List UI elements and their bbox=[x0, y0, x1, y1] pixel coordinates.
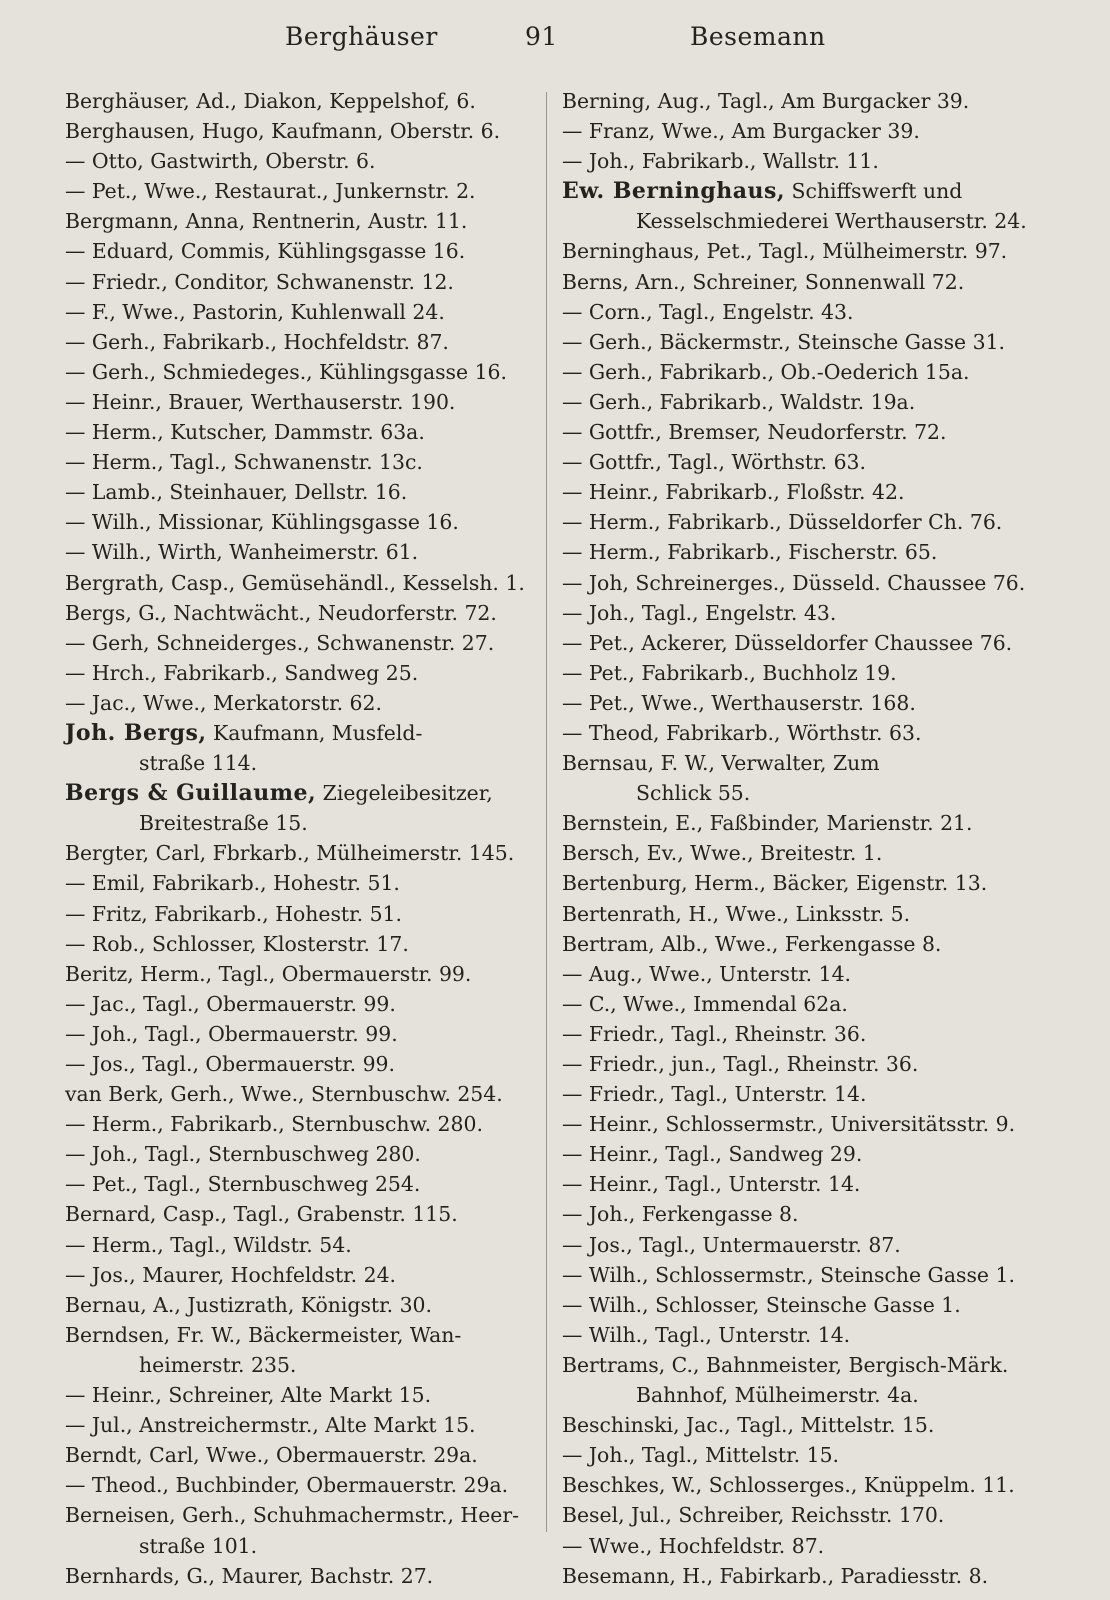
entry-text: Bersch, Ev., Wwe., Breitestr. 1. bbox=[562, 841, 883, 866]
entry-text: — Gerh., Fabrikarb., Ob.-Oederich 15a. bbox=[562, 359, 970, 384]
directory-entry bbox=[65, 417, 535, 447]
entry-text: — Corn., Tagl., Engelstr. 43. bbox=[562, 299, 854, 324]
directory-entry bbox=[562, 417, 1032, 447]
directory-entry bbox=[562, 477, 1032, 507]
entry-text: — Jac., Wwe., Merkatorstr. 62. bbox=[65, 690, 382, 715]
directory-entry bbox=[562, 267, 1032, 297]
directory-entry bbox=[65, 1260, 535, 1290]
entry-text: — Aug., Wwe., Unterstr. 14. bbox=[562, 961, 852, 986]
entry-text: — Joh., Fabrikarb., Wallstr. 11. bbox=[562, 149, 879, 174]
entry-text: — Joh., Tagl., Sternbuschweg 280. bbox=[65, 1142, 421, 1167]
entry-text: Bernstein, E., Faßbinder, Marienstr. 21. bbox=[562, 811, 973, 836]
entry-text: — Friedr., Tagl., Rheinstr. 36. bbox=[562, 1021, 867, 1046]
entry-text: — Franz, Wwe., Am Burgacker 39. bbox=[562, 119, 920, 144]
entry-text: — Wwe., Hochfeldstr. 87. bbox=[562, 1533, 825, 1558]
entry-continuation: Bahnhof, Mülheimerstr. 4a. bbox=[636, 1383, 919, 1408]
entry-text: — Joh., Tagl., Engelstr. 43. bbox=[562, 600, 837, 625]
directory-entry bbox=[65, 1440, 535, 1470]
directory-entry bbox=[65, 838, 535, 868]
page-header bbox=[60, 22, 1050, 62]
directory-entry bbox=[65, 297, 535, 327]
entry-text: — Theod, Fabrikarb., Wörthstr. 63. bbox=[562, 720, 922, 745]
entry-text: Bertenburg, Herm., Bäcker, Eigenstr. 13. bbox=[562, 871, 988, 896]
directory-entry bbox=[562, 1290, 1032, 1320]
entry-text: — Emil, Fabrikarb., Hohestr. 51. bbox=[65, 871, 400, 896]
directory-entry bbox=[65, 507, 535, 537]
directory-entry bbox=[562, 507, 1032, 537]
entry-text: — Theod., Buchbinder, Obermauerstr. 29a. bbox=[65, 1473, 509, 1498]
entry-text: — Wilh., Wirth, Wanheimerstr. 61. bbox=[65, 540, 419, 565]
entry-text: — Wilh., Schlosser, Steinsche Gasse 1. bbox=[562, 1292, 961, 1317]
directory-entry bbox=[562, 628, 1032, 658]
directory-entry bbox=[65, 176, 535, 206]
directory-entry bbox=[562, 327, 1032, 357]
entry-text: — Heinr., Schreiner, Alte Markt 15. bbox=[65, 1383, 432, 1408]
directory-entry bbox=[65, 899, 535, 929]
entry-text: — Pet., Wwe., Werthauserstr. 168. bbox=[562, 690, 916, 715]
entry-continuation: Schlick 55. bbox=[636, 781, 751, 806]
directory-entry bbox=[562, 568, 1032, 598]
entry-text: — Heinr., Tagl., Sandweg 29. bbox=[562, 1142, 863, 1167]
directory-entry bbox=[65, 1290, 535, 1320]
entry-text: — Wilh., Tagl., Unterstr. 14. bbox=[562, 1322, 851, 1347]
directory-entry bbox=[562, 989, 1032, 1019]
entry-text: — Friedr., Conditor, Schwanenstr. 12. bbox=[65, 269, 454, 294]
directory-entry bbox=[65, 1470, 535, 1500]
entry-text: — Pet., Ackerer, Düsseldorfer Chaussee 76. bbox=[562, 630, 1013, 655]
entry-text: — Friedr., Tagl., Unterstr. 14. bbox=[562, 1082, 867, 1107]
directory-entry bbox=[562, 176, 1032, 236]
entry-text: Berghausen, Hugo, Kaufmann, Oberstr. 6. bbox=[65, 119, 501, 144]
directory-entry bbox=[65, 447, 535, 477]
entry-text: Berndt, Carl, Wwe., Obermauerstr. 29a. bbox=[65, 1443, 478, 1468]
directory-entry bbox=[562, 1470, 1032, 1500]
entry-text: Bernard, Casp., Tagl., Grabenstr. 115. bbox=[65, 1202, 458, 1227]
entry-text: Beschkes, W., Schlosserges., Knüppelm. 11. bbox=[562, 1473, 1015, 1498]
entry-text: Schiffswerft und bbox=[785, 179, 963, 204]
directory-entry bbox=[562, 1230, 1032, 1260]
entry-text: — Fritz, Fabrikarb., Hohestr. 51. bbox=[65, 901, 403, 926]
entry-text: — Pet., Wwe., Restaurat., Junkernstr. 2. bbox=[65, 179, 476, 204]
entry-continuation: heimerstr. 235. bbox=[139, 1352, 297, 1377]
entry-text: — Pet., Fabrikarb., Buchholz 19. bbox=[562, 660, 897, 685]
page-number: 91 bbox=[525, 22, 558, 51]
entry-text: Bergmann, Anna, Rentnerin, Austr. 11. bbox=[65, 209, 468, 234]
entry-text: — Rob., Schlosser, Klosterstr. 17. bbox=[65, 931, 409, 956]
entry-text: Berndsen, Fr. W., Bäckermeister, Wan- bbox=[65, 1322, 462, 1347]
entry-text: Berneisen, Gerh., Schuhmachermstr., Heer- bbox=[65, 1503, 519, 1528]
entry-text: Bertrams, C., Bahnmeister, Bergisch-Märk. bbox=[562, 1352, 1009, 1377]
entry-text: — C., Wwe., Immendal 62a. bbox=[562, 991, 848, 1016]
directory-entry bbox=[562, 718, 1032, 748]
directory-entry bbox=[562, 86, 1032, 116]
entry-text: — Jos., Tagl., Untermauerstr. 87. bbox=[562, 1232, 901, 1257]
entry-text: Berning, Aug., Tagl., Am Burgacker 39. bbox=[562, 89, 970, 113]
entry-text: — Jul., Anstreichermstr., Alte Markt 15. bbox=[65, 1413, 476, 1438]
entry-text: — Herm., Tagl., Schwanenstr. 13c. bbox=[65, 450, 423, 475]
directory-entry bbox=[65, 868, 535, 898]
entry-text: Bernau, A., Justizrath, Königstr. 30. bbox=[65, 1292, 433, 1317]
entry-continuation: Breitestraße 15. bbox=[139, 811, 308, 836]
directory-entry bbox=[562, 1139, 1032, 1169]
directory-entry bbox=[65, 357, 535, 387]
directory-entry bbox=[562, 899, 1032, 929]
entry-text: — Heinr., Schlossermstr., Universitätsstr. 9. bbox=[562, 1112, 1016, 1137]
left-column bbox=[65, 86, 535, 1591]
directory-entry bbox=[65, 1109, 535, 1139]
directory-entry bbox=[562, 1410, 1032, 1440]
directory-entry bbox=[562, 1500, 1032, 1530]
directory-entry bbox=[65, 598, 535, 628]
header-left-keyword: Berghäuser bbox=[285, 22, 438, 51]
entry-text: — Herm., Tagl., Wildstr. 54. bbox=[65, 1232, 352, 1257]
entry-text: Bertram, Alb., Wwe., Ferkengasse 8. bbox=[562, 931, 942, 956]
entry-text: Bergrath, Casp., Gemüsehändl., Kesselsh. 1. bbox=[65, 570, 525, 595]
entry-text: Beschinski, Jac., Tagl., Mittelstr. 15. bbox=[562, 1413, 935, 1438]
directory-entry bbox=[65, 1561, 535, 1591]
entry-name-bold: Joh. Bergs, bbox=[65, 719, 207, 746]
entry-text: — Wilh., Schlossermstr., Steinsche Gasse 1. bbox=[562, 1262, 1015, 1287]
entry-text: — Pet., Tagl., Sternbuschweg 254. bbox=[65, 1172, 421, 1197]
directory-entry bbox=[65, 628, 535, 658]
directory-entry bbox=[65, 1410, 535, 1440]
directory-entry bbox=[562, 537, 1032, 567]
directory-entry bbox=[65, 658, 535, 688]
directory-entry bbox=[562, 387, 1032, 417]
directory-entry bbox=[562, 1199, 1032, 1229]
directory-entry bbox=[562, 1079, 1032, 1109]
directory-entry bbox=[65, 1019, 535, 1049]
directory-entry bbox=[65, 1079, 535, 1109]
entry-text: — Eduard, Commis, Kühlingsgasse 16. bbox=[65, 239, 466, 264]
directory-entry bbox=[65, 1380, 535, 1410]
directory-entry bbox=[65, 568, 535, 598]
entry-text: Kaufmann, Musfeld- bbox=[206, 720, 423, 745]
directory-entry bbox=[562, 1109, 1032, 1139]
entry-text: Besemann, H., Fabirkarb., Paradiesstr. 8. bbox=[562, 1563, 989, 1588]
entry-name-bold: Ew. Berninghaus, bbox=[562, 178, 786, 205]
directory-entry bbox=[562, 236, 1032, 266]
entry-text: — Heinr., Tagl., Unterstr. 14. bbox=[562, 1172, 861, 1197]
entry-continuation: Kesselschmiederei Werthauserstr. 24. bbox=[636, 209, 1027, 234]
directory-entry bbox=[562, 116, 1032, 146]
entry-text: Besel, Jul., Schreiber, Reichsstr. 170. bbox=[562, 1503, 945, 1528]
directory-entry bbox=[562, 1531, 1032, 1561]
directory-entry bbox=[562, 748, 1032, 808]
directory-entry bbox=[562, 297, 1032, 327]
directory-entry bbox=[562, 598, 1032, 628]
directory-entry bbox=[562, 146, 1032, 176]
directory-entry bbox=[562, 1169, 1032, 1199]
entry-text: — Gerh., Fabrikarb., Waldstr. 19a. bbox=[562, 389, 916, 414]
entry-text: — Heinr., Fabrikarb., Floßstr. 42. bbox=[562, 480, 905, 505]
entry-text: — Heinr., Brauer, Werthauserstr. 190. bbox=[65, 389, 456, 414]
directory-entry bbox=[562, 1561, 1032, 1591]
directory-entry bbox=[562, 688, 1032, 718]
directory-entry bbox=[562, 838, 1032, 868]
directory-entry bbox=[562, 357, 1032, 387]
entry-text: Berninghaus, Pet., Tagl., Mülheimerstr. 97. bbox=[562, 239, 1008, 264]
directory-entry bbox=[65, 86, 535, 116]
directory-entry bbox=[65, 146, 535, 176]
directory-entry bbox=[65, 959, 535, 989]
directory-entry bbox=[562, 1350, 1032, 1410]
entry-continuation: straße 101. bbox=[139, 1533, 258, 1558]
entry-text: Ziegeleibesitzer, bbox=[316, 781, 493, 806]
entry-text: — Herm., Fabrikarb., Sternbuschw. 280. bbox=[65, 1112, 483, 1137]
directory-entry bbox=[65, 236, 535, 266]
entry-text: — Joh, Schreinerges., Düsseld. Chaussee 76. bbox=[562, 570, 1026, 595]
entry-text: — Herm., Kutscher, Dammstr. 63a. bbox=[65, 420, 425, 445]
directory-entry bbox=[65, 206, 535, 236]
entry-text: — Otto, Gastwirth, Oberstr. 6. bbox=[65, 149, 376, 174]
directory-entry bbox=[562, 808, 1032, 838]
directory-entry bbox=[562, 868, 1032, 898]
header-right-keyword: Besemann bbox=[690, 22, 826, 51]
entry-text: Beritz, Herm., Tagl., Obermauerstr. 99. bbox=[65, 961, 472, 986]
entry-text: — Jos., Tagl., Obermauerstr. 99. bbox=[65, 1052, 396, 1076]
entry-text: Bergter, Carl, Fbrkarb., Mülheimerstr. 145. bbox=[65, 841, 515, 866]
directory-entry bbox=[65, 718, 535, 778]
directory-entry bbox=[65, 1169, 535, 1199]
directory-entry bbox=[65, 537, 535, 567]
entry-text: van Berk, Gerh., Wwe., Sternbuschw. 254. bbox=[65, 1082, 503, 1107]
directory-entry bbox=[65, 688, 535, 718]
directory-entry bbox=[65, 989, 535, 1019]
entry-text: Bertenrath, H., Wwe., Linksstr. 5. bbox=[562, 901, 911, 926]
directory-entry bbox=[562, 1049, 1032, 1079]
entry-text: — Friedr., jun., Tagl., Rheinstr. 36. bbox=[562, 1052, 919, 1076]
entry-text: — Joh., Tagl., Mittelstr. 15. bbox=[562, 1443, 840, 1468]
entry-text: Berns, Arn., Schreiner, Sonnenwall 72. bbox=[562, 269, 965, 294]
directory-entry bbox=[65, 267, 535, 297]
directory-entry bbox=[65, 778, 535, 838]
entry-text: — F., Wwe., Pastorin, Kuhlenwall 24. bbox=[65, 299, 445, 324]
directory-entry bbox=[65, 116, 535, 146]
entry-name-bold: Bergs & Guillaume, bbox=[65, 780, 317, 807]
entry-continuation: straße 114. bbox=[139, 751, 258, 776]
directory-entry bbox=[65, 327, 535, 357]
directory-entry bbox=[562, 447, 1032, 477]
directory-entry bbox=[562, 959, 1032, 989]
entry-text: — Hrch., Fabrikarb., Sandweg 25. bbox=[65, 660, 419, 685]
directory-entry bbox=[65, 929, 535, 959]
entry-text: Bernhards, G., Maurer, Bachstr. 27. bbox=[65, 1563, 434, 1588]
entry-text: — Jos., Maurer, Hochfeldstr. 24. bbox=[65, 1262, 397, 1287]
entry-text: — Gerh, Schneiderges., Schwanenstr. 27. bbox=[65, 630, 495, 655]
directory-entry bbox=[562, 1440, 1032, 1470]
directory-entry bbox=[65, 1199, 535, 1229]
entry-text: — Wilh., Missionar, Kühlingsgasse 16. bbox=[65, 510, 459, 535]
entry-text: — Gerh., Bäckermstr., Steinsche Gasse 31. bbox=[562, 329, 1006, 354]
directory-entry bbox=[65, 1139, 535, 1169]
directory-entry bbox=[562, 658, 1032, 688]
entry-text: — Jac., Tagl., Obermauerstr. 99. bbox=[65, 991, 396, 1016]
column-divider bbox=[546, 92, 547, 1532]
entry-text: — Gottfr., Bremser, Neudorferstr. 72. bbox=[562, 420, 947, 445]
directory-entry bbox=[562, 1260, 1032, 1290]
entry-text: — Gottfr., Tagl., Wörthstr. 63. bbox=[562, 450, 866, 475]
entry-text: — Gerh., Fabrikarb., Hochfeldstr. 87. bbox=[65, 329, 449, 354]
entry-text: — Gerh., Schmiedeges., Kühlingsgasse 16. bbox=[65, 359, 508, 384]
directory-entry bbox=[562, 1320, 1032, 1350]
entry-text: — Herm., Fabrikarb., Fischerstr. 65. bbox=[562, 540, 938, 565]
directory-entry bbox=[65, 1500, 535, 1560]
directory-entry bbox=[65, 1320, 535, 1380]
directory-entry bbox=[65, 477, 535, 507]
directory-entry bbox=[562, 1019, 1032, 1049]
entry-text: Bergs, G., Nachtwächt., Neudorferstr. 72. bbox=[65, 600, 497, 625]
entry-text: Bernsau, F. W., Verwalter, Zum bbox=[562, 751, 880, 776]
right-column bbox=[562, 86, 1032, 1591]
directory-entry bbox=[562, 929, 1032, 959]
entry-text: — Herm., Fabrikarb., Düsseldorfer Ch. 76. bbox=[562, 510, 1003, 535]
entry-text: Berghäuser, Ad., Diakon, Keppelshof, 6. bbox=[65, 89, 476, 113]
entry-text: — Joh., Ferkengasse 8. bbox=[562, 1202, 799, 1227]
directory-entry bbox=[65, 387, 535, 417]
entry-text: — Joh., Tagl., Obermauerstr. 99. bbox=[65, 1021, 398, 1046]
directory-entry bbox=[65, 1230, 535, 1260]
directory-entry bbox=[65, 1049, 535, 1079]
entry-text: — Lamb., Steinhauer, Dellstr. 16. bbox=[65, 480, 408, 505]
